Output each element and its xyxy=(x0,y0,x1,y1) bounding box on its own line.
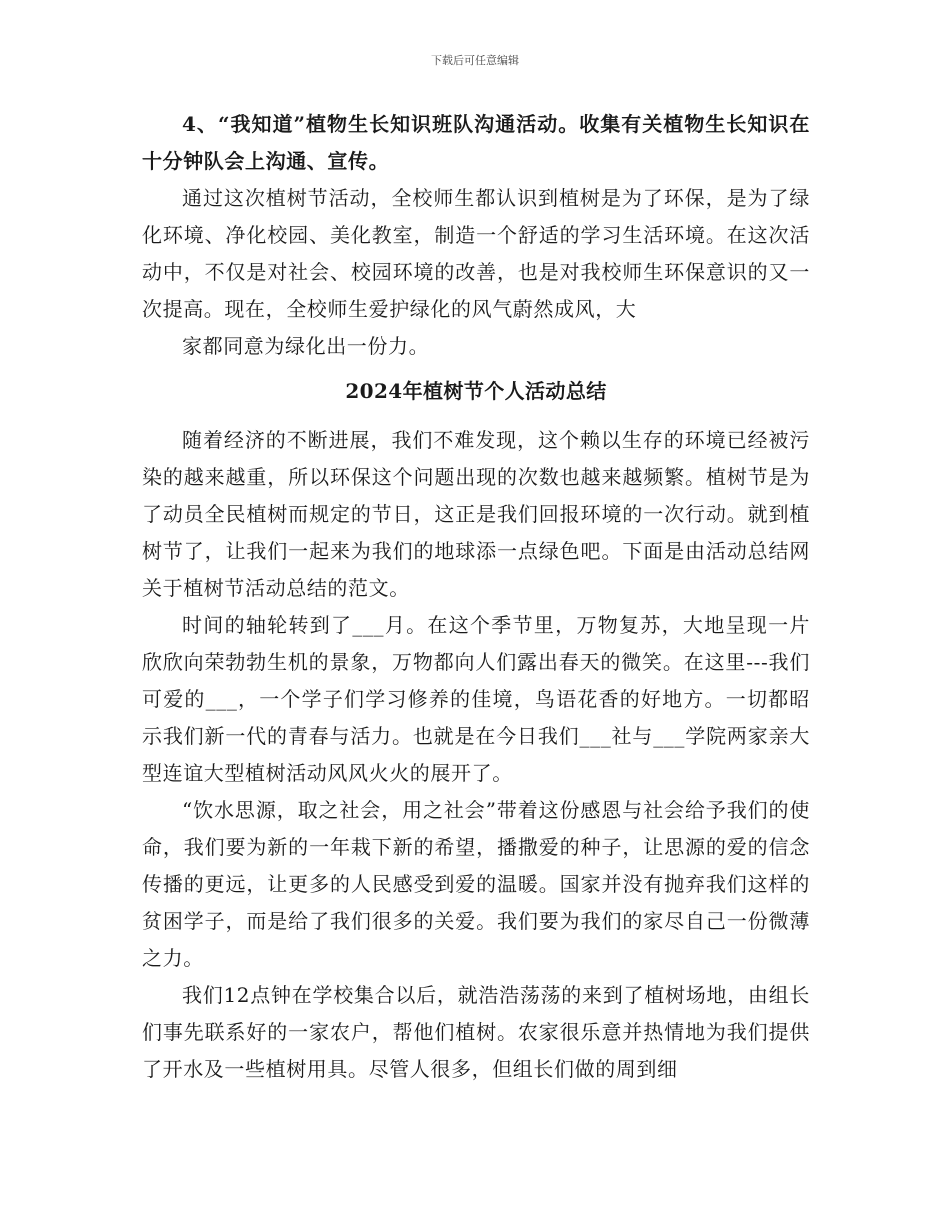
header-note: 下载后可任意编辑 xyxy=(431,54,519,67)
summary-paragraph-end: 家都同意为绿化出一份力。 xyxy=(182,334,430,358)
body-paragraph: 随着经济的不断进展，我们不难发现，这个赖以生存的环境已经被污染的越来越重，所以环保这个问题出现的次数也越来越频繁。植树节是为了动员全民植树而规定的节日，这正是我们回报环境的一次行动。就到植树节了，让我们一起来为我们的地球添一点绿色吧。下面是由活动总结网关于植树节活动总结的范文。 xyxy=(142,428,810,600)
summary-paragraph: 通过这次植树节活动，全校师生都认识到植树是为了环保，是为了绿化环境、净化校园、美化教室，制造一个舒适的学习生活环境。在这次活动中，不仅是对社会、校园环境的改善，也是对我校师生环保意识的又一次提高。现在，全校师生爱护绿化的风气蔚然成风，大 xyxy=(142,186,810,321)
activity-item-4: 4、“我知道”植物生长知识班队沟通活动。收集有关植物生长知识在十分钟队会上沟通、宣传。 xyxy=(142,112,810,173)
body-paragraph: 时间的轴轮转到了___月。在这个季节里，万物复苏，大地呈现一片欣欣向荣勃勃生机的景象，万物都向人们露出春天的微笑。在这里---我们可爱的___，一个学子们学习修养的佳境，鸟语花香的好地方。一切都昭示我们新一代的青春与活力。也就是在今日我们___社与___学院两家亲大型连谊大型植树活动风风火火的展开了。 xyxy=(142,613,810,785)
section-title: 2024年植树节个人活动总结 xyxy=(345,379,607,403)
body-paragraph: “饮水思源，取之社会，用之社会”带着这份感恩与社会给予我们的使命，我们要为新的一年栽下新的希望，播撒爱的种子，让思源的爱的信念传播的更远，让更多的人民感受到爱的温暖。国家并没有抛弃我们这样的贫困学子，而是给了我们很多的关爱。我们要为我们的家尽自己一份微薄之力。 xyxy=(142,798,810,970)
body-paragraph: 我们12点钟在学校集合以后，就浩浩荡荡的来到了植树场地，由组长们事先联系好的一家农户，帮他们植树。农家很乐意并热情地为我们提供了开水及一些植树用具。尽管人很多，但组长们做的周到细 xyxy=(142,983,810,1081)
document-body xyxy=(142,106,810,1088)
